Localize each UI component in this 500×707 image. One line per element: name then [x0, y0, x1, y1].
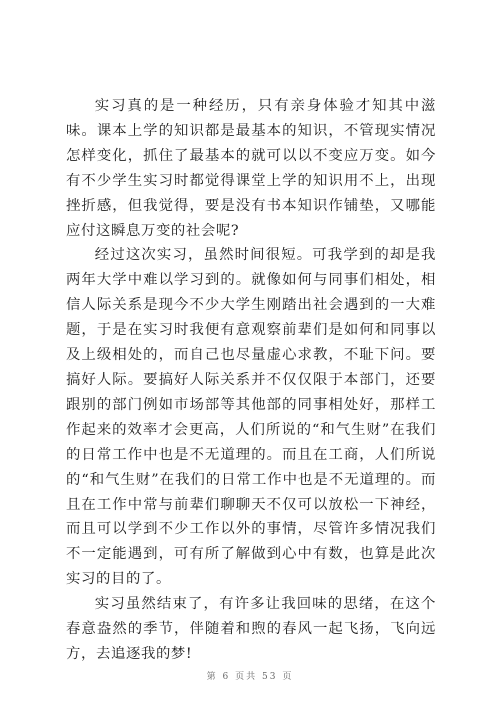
- paragraph-2: 经过这次实习，虽然时间很短。可我学到的却是我两年大学中难以学习到的。就像如何与同事们相处，相信人际关系是现今不少大学生刚踏出社会遇到的一大难题，于是在实习时我便有意观察前辈们是如何和同事以及上级相处的，而自己也尽量虚心求教，不耻下问。要搞好人际。要搞好人际关系并不仅仅限于本部门，还要跟别的部门例如市场部等其他部的同事相处好，那样工作起来的效率才会更高，人们所说的“和气生财”在我们的日常工作中也是不无道理的。而且在工商，人们所说的“和气生财”在我们的日常工作中也是不无道理的。而且在工作中常与前辈们聊聊天不仅可以放松一下神经，而且可以学到不少工作以外的事情，尽管许多情况我们不一定能遇到，可有所了解做到心中有数，也算是此次实习的目的了。: [66, 247, 436, 588]
- current-page-number: 6: [222, 672, 231, 682]
- footer-prefix: 第: [206, 672, 218, 682]
- page-footer: [0, 669, 500, 682]
- footer-middle: 页共: [235, 672, 258, 682]
- paragraph-3: 实习虽然结束了，有许多让我回味的思绪，在这个春意盎然的季节，伴随着和煦的春风一起飞扬，飞向远方，去追逐我的梦!: [66, 596, 436, 662]
- document-body: [66, 94, 436, 667]
- total-page-count: 53: [262, 672, 278, 682]
- paragraph-1: 实习真的是一种经历，只有亲身体验才知其中滋味。课本上学的知识都是最基本的知识，不管现实情况怎样变化，抓住了最基本的就可以以不变应万变。如今有不少学生实习时都觉得课堂上学的知识用不上，出现挫折感，但我觉得，要是没有书本知识作铺垫，又哪能应付这瞬息万变的社会呢?: [66, 98, 436, 239]
- footer-suffix: 页: [282, 672, 294, 682]
